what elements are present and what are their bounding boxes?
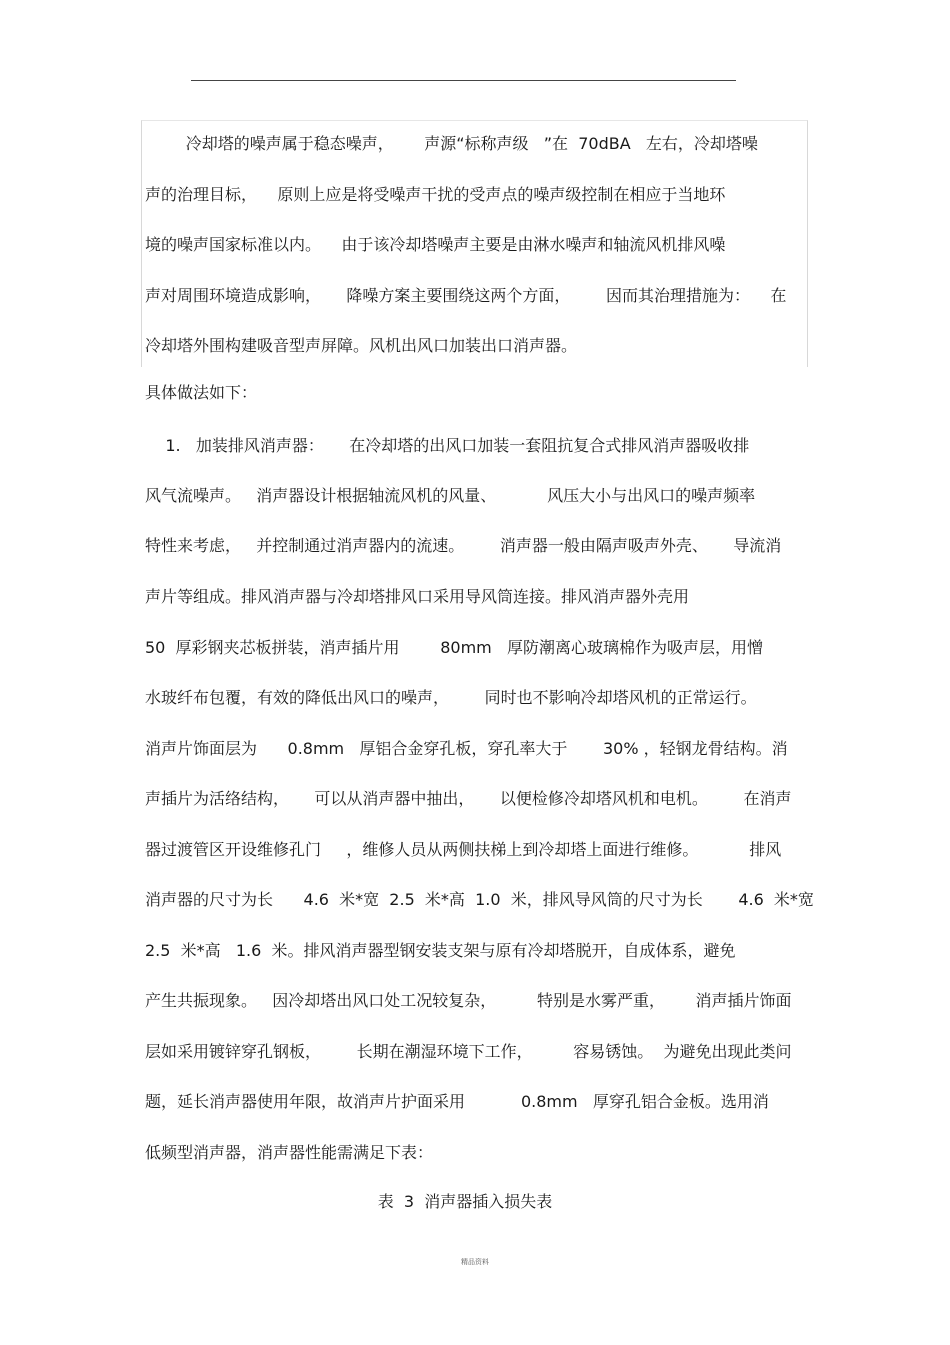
text-line: 层如采用镀锌穿孔钢板， 长期在潮湿环境下工作， 容易锈蚀。 为避免出现此类问 <box>145 1042 792 1061</box>
text-line: 声对周围环境造成影响， 降噪方案主要围绕这两个方面， 因而其治理措施为： 在 <box>145 286 787 305</box>
text-line: 低频型消声器，消声器性能需满足下表： <box>145 1143 434 1162</box>
text-line: 产生共振现象。 因冷却塔出风口处工况较复杂， 特别是水雾严重， 消声插片饰面 <box>145 991 792 1010</box>
text-line: 题，延长消声器使用年限，故消声片护面采用 0.8mm 厚穿孔铝合金板。选用消 <box>145 1092 769 1111</box>
text-line: 风气流噪声。 消声器设计根据轴流风机的风量、 风压大小与出风口的噪声频率 <box>145 486 756 505</box>
intro-line: 具体做法如下： <box>145 383 258 402</box>
text-line: 消声器的尺寸为长 4.6 米*宽 2.5 米*高 1.0 米，排风导风筒的尺寸为长 4.6 米*宽 <box>145 890 814 909</box>
text-line: 冷却塔的噪声属于稳态噪声， 声源“标称声级 ”在 70dBA 左右，冷却塔噪 <box>145 134 758 153</box>
text-line: 消声片饰面层为 0.8mm 厚铝合金穿孔板，穿孔率大于 30% ，轻钢龙骨结构。消 <box>145 739 788 758</box>
text-line: 声插片为活络结构， 可以从消声器中抽出， 以便检修冷却塔风机和电机。 在消声 <box>145 789 792 808</box>
text-line: 50 厚彩钢夹芯板拼装，消声插片用 80mm 厚防潮离心玻璃棉作为吸声层，用憎 <box>145 638 764 657</box>
page-footer: 精品资料 <box>461 1258 489 1266</box>
text-line: 特性来考虑， 并控制通过消声器内的流速。 消声器一般由隔声吸声外壳、 导流消 <box>145 536 782 555</box>
table-caption: 表 3 消声器插入损失表 <box>377 1192 553 1211</box>
text-line: 水玻纤布包覆，有效的降低出风口的噪声， 同时也不影响冷却塔风机的正常运行。 <box>145 688 757 707</box>
text-line: 器过渡管区开设维修孔门 ，维修人员从两侧扶梯上到冷却塔上面进行维修。 排风 <box>145 840 782 859</box>
text-line: 冷却塔外围构建吸音型声屏障。风机出风口加装出口消声器。 <box>145 336 578 355</box>
text-line: 声的治理目标， 原则上应是将受噪声干扰的受声点的噪声级控制在相应于当地环 <box>145 185 726 204</box>
text-line: 声片等组成。排风消声器与冷却塔排风口采用导风筒连接。排风消声器外壳用 <box>145 587 690 606</box>
text-line: 1. 加装排风消声器： 在冷却塔的出风口加装一套阻抗复合式排风消声器吸收排 <box>145 436 750 455</box>
text-line: 境的噪声国家标准以内。 由于该冷却塔噪声主要是由淋水噪声和轴流风机排风噪 <box>145 235 726 254</box>
header-rule <box>191 80 736 81</box>
text-line: 2.5 米*高 1.6 米。排风消声器型钢安装支架与原有冷却塔脱开，自成体系，避免 <box>145 941 736 960</box>
